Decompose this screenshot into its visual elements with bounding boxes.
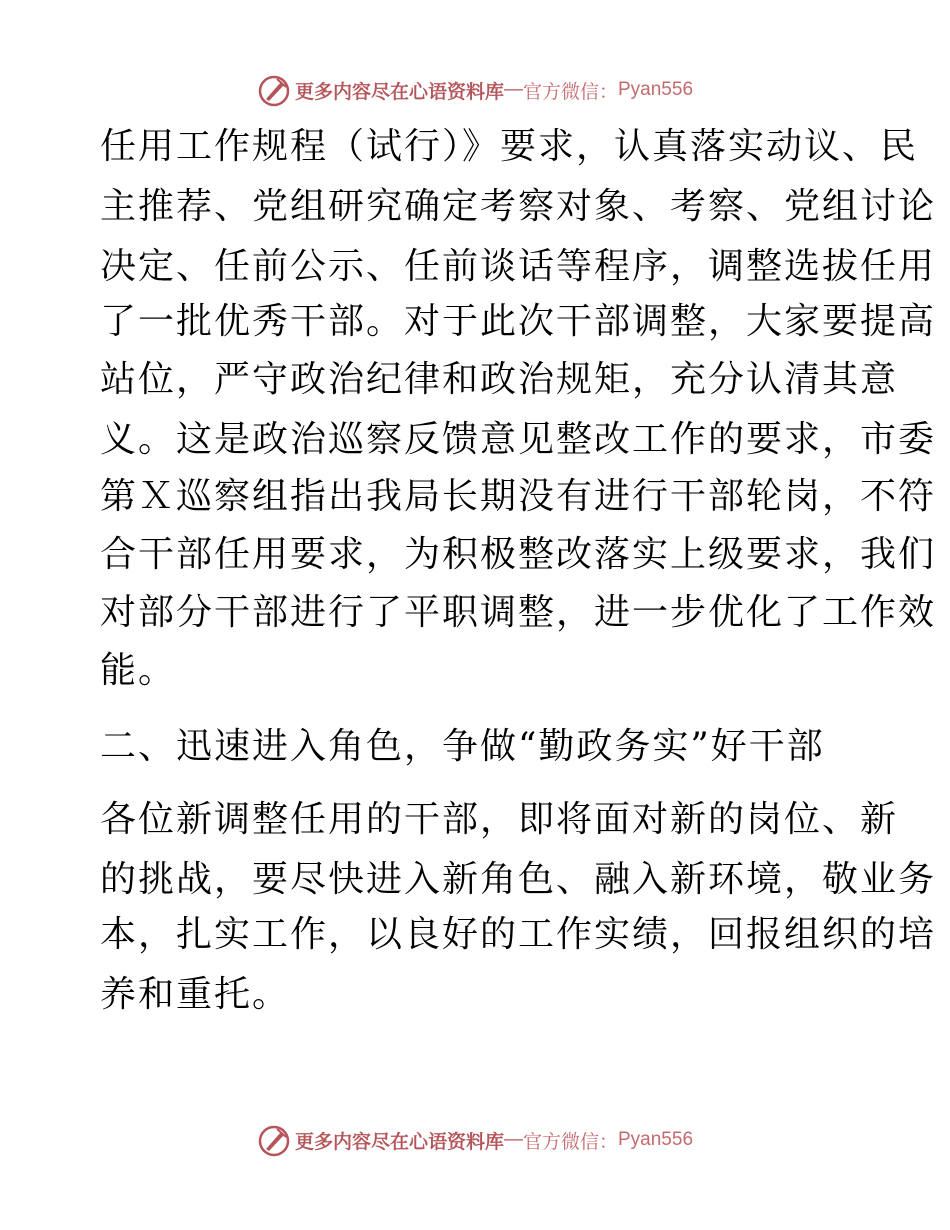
body-line: 各位新调整任用的干部，即将面对新的岗位、新 <box>100 799 899 840</box>
banner-separator: — <box>503 1129 523 1150</box>
quill-logo-icon <box>257 73 291 107</box>
banner-label: 官方微信： <box>522 80 618 103</box>
section-heading: 二、迅速进入角色，争做“勤政务实”好干部 <box>100 726 825 767</box>
body-line: 对部分干部进行了平职调整，进一步优化了工作效 <box>100 592 937 633</box>
banner-separator: — <box>503 79 523 100</box>
body-line: 第Ｘ巡察组指出我局长期没有进行干部轮岗，不符 <box>100 476 937 517</box>
banner-main-text: 更多内容尽在心语资料库 <box>294 1130 504 1153</box>
footer-banner <box>0 1120 950 1160</box>
body-line: 主推荐、党组研究确定考察对象、考察、党组讨论 <box>100 186 937 227</box>
body-line: 养和重托。 <box>100 974 291 1015</box>
body-line: 合干部任用要求，为积极整改落实上级要求，我们 <box>100 534 937 575</box>
body-line: 决定、任前公示、任前谈话等程序，调整选拔任用 <box>100 246 937 287</box>
body-line: 站位，严守政治纪律和政治规矩，充分认清其意 <box>100 359 899 400</box>
body-line: 本，扎实工作，以良好的工作实绩，回报组织的培 <box>100 914 937 955</box>
banner-main-text: 更多内容尽在心语资料库 <box>294 80 504 103</box>
header-banner <box>0 70 950 110</box>
quill-logo-icon <box>257 1123 291 1157</box>
banner-wechat-id: Pyan556 <box>618 79 694 100</box>
body-line: 任用工作规程（试行）》要求，认真落实动议、民 <box>100 126 919 167</box>
body-line: 能。 <box>100 650 177 691</box>
body-line: 了一批优秀干部。对于此次干部调整，大家要提高 <box>100 301 937 342</box>
body-line: 的挑战，要尽快进入新角色、融入新环境，敬业务 <box>100 859 937 900</box>
body-line: 义。这是政治巡察反馈意见整改工作的要求，市委 <box>100 419 937 460</box>
banner-label: 官方微信： <box>522 1130 618 1153</box>
banner-wechat-id: Pyan556 <box>618 1129 694 1150</box>
